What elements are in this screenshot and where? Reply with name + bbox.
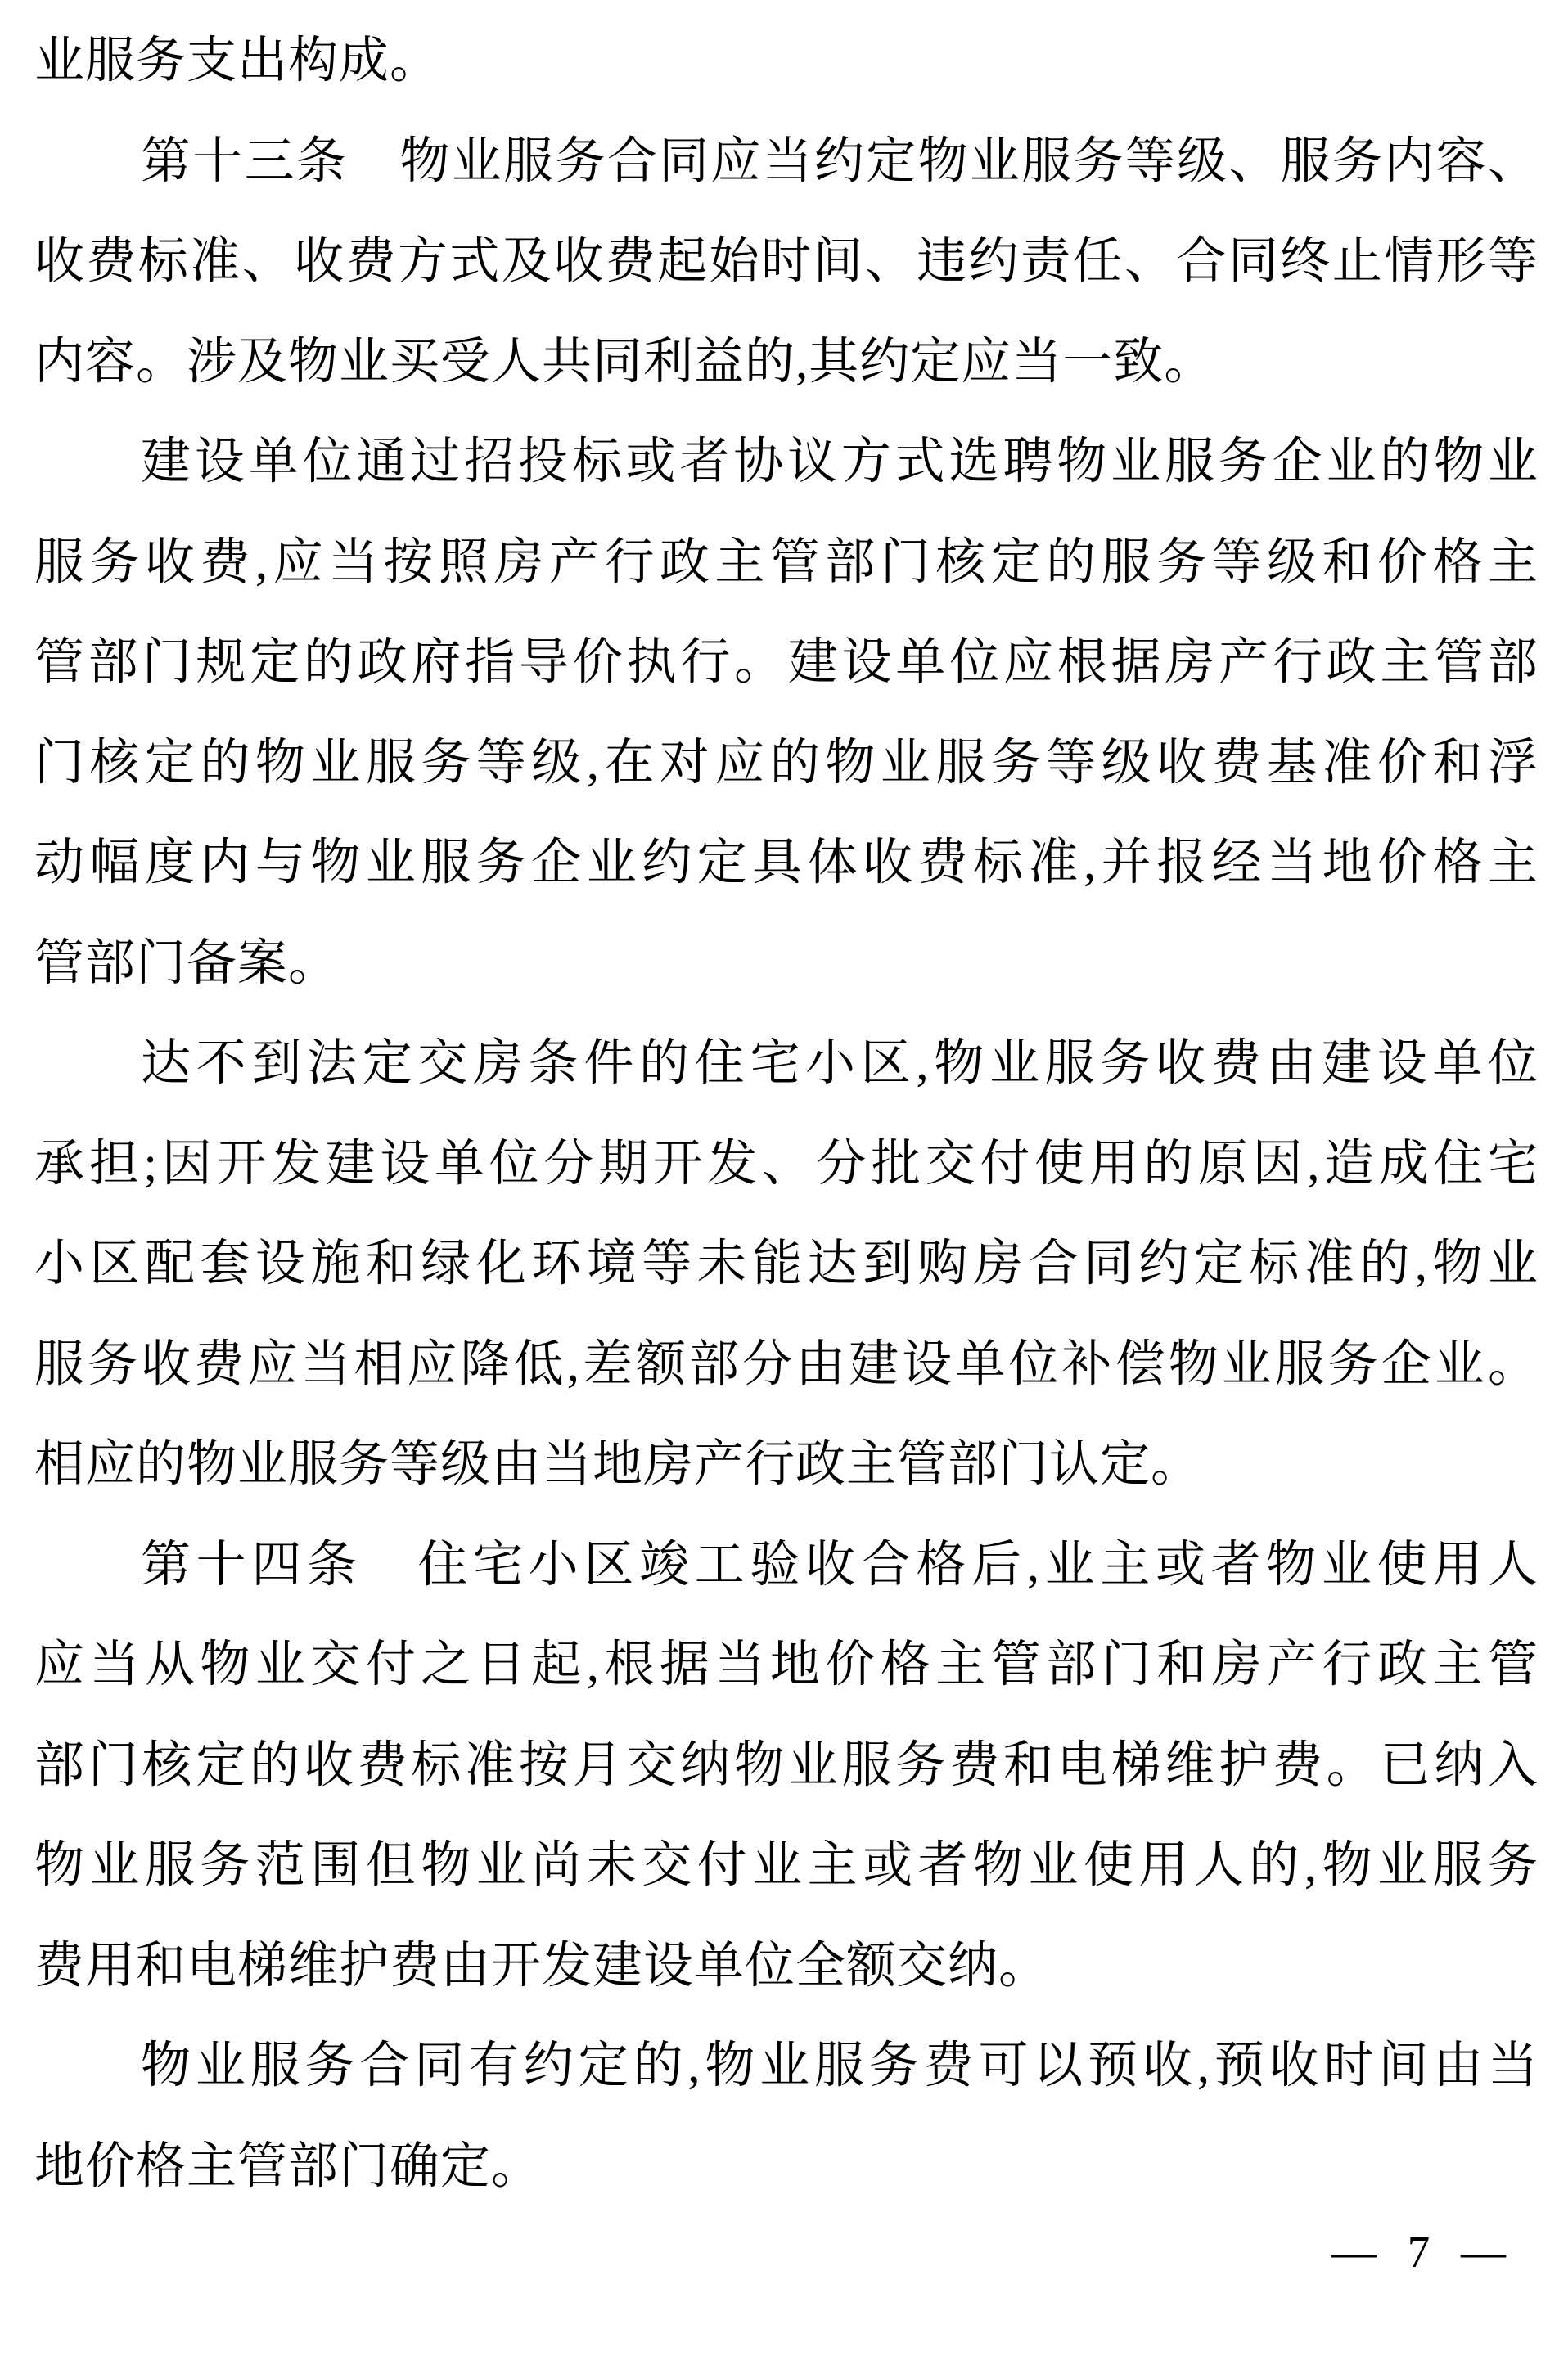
text-line: 相应的物业服务等级由当地房产行政主管部门认定。 (34, 1437, 1202, 1492)
text-line: 建设单位通过招投标或者协议方式选聘物业服务企业的物业 (141, 435, 1539, 489)
text-line: 达不到法定交房条件的住宅小区,物业服务收费由建设单位 (141, 1036, 1539, 1091)
text-line: 地价格主管部门确定。 (34, 2138, 543, 2194)
text-line: 收费标准、收费方式及收费起始时间、违约责任、合同终止情形等 (34, 234, 1539, 289)
text-line: 小区配套设施和绿化环境等未能达到购房合同约定标准的,物业 (34, 1237, 1539, 1291)
text-line: 费用和电梯维护费由开发建设单位全额交纳。 (34, 1938, 1050, 1994)
text-line: 物业服务合同有约定的,物业服务费可以预收,预收时间由当 (141, 2039, 1539, 2093)
page-number: — 7 — (1331, 2227, 1516, 2277)
text-line-article-14: 第十四条 住宅小区竣工验收合格后,业主或者物业使用人 (141, 1537, 1539, 1593)
document-body (34, 11, 1539, 2217)
text-line: 动幅度内与物业服务企业约定具体收费标准,并报经当地价格主 (34, 836, 1539, 890)
text-line: 物业服务范围但物业尚未交付业主或者物业使用人的,物业服务 (34, 1838, 1539, 1893)
text-line: 部门核定的收费标准按月交纳物业服务费和电梯维护费。已纳入 (34, 1737, 1539, 1793)
text-line: 内容。涉及物业买受人共同利益的,其约定应当一致。 (34, 334, 1215, 390)
text-line: 承担;因开发建设单位分期开发、分批交付使用的原因,造成住宅 (34, 1136, 1539, 1192)
text-line: 管部门备案。 (34, 935, 340, 991)
text-line: 管部门规定的政府指导价执行。建设单位应根据房产行政主管部 (34, 635, 1539, 690)
text-line: 业服务支出构成。 (34, 34, 441, 88)
text-line: 服务收费,应当按照房产行政主管部门核定的服务等级和价格主 (34, 534, 1539, 590)
text-line: 门核定的物业服务等级,在对应的物业服务等级收费基准价和浮 (34, 735, 1539, 791)
text-line-article-13: 第十三条 物业服务合同应当约定物业服务等级、服务内容、 (141, 133, 1539, 189)
text-line: 服务收费应当相应降低,差额部分由建设单位补偿物业服务企业。 (34, 1336, 1539, 1392)
text-line: 应当从物业交付之日起,根据当地价格主管部门和房产行政主管 (34, 1638, 1539, 1692)
